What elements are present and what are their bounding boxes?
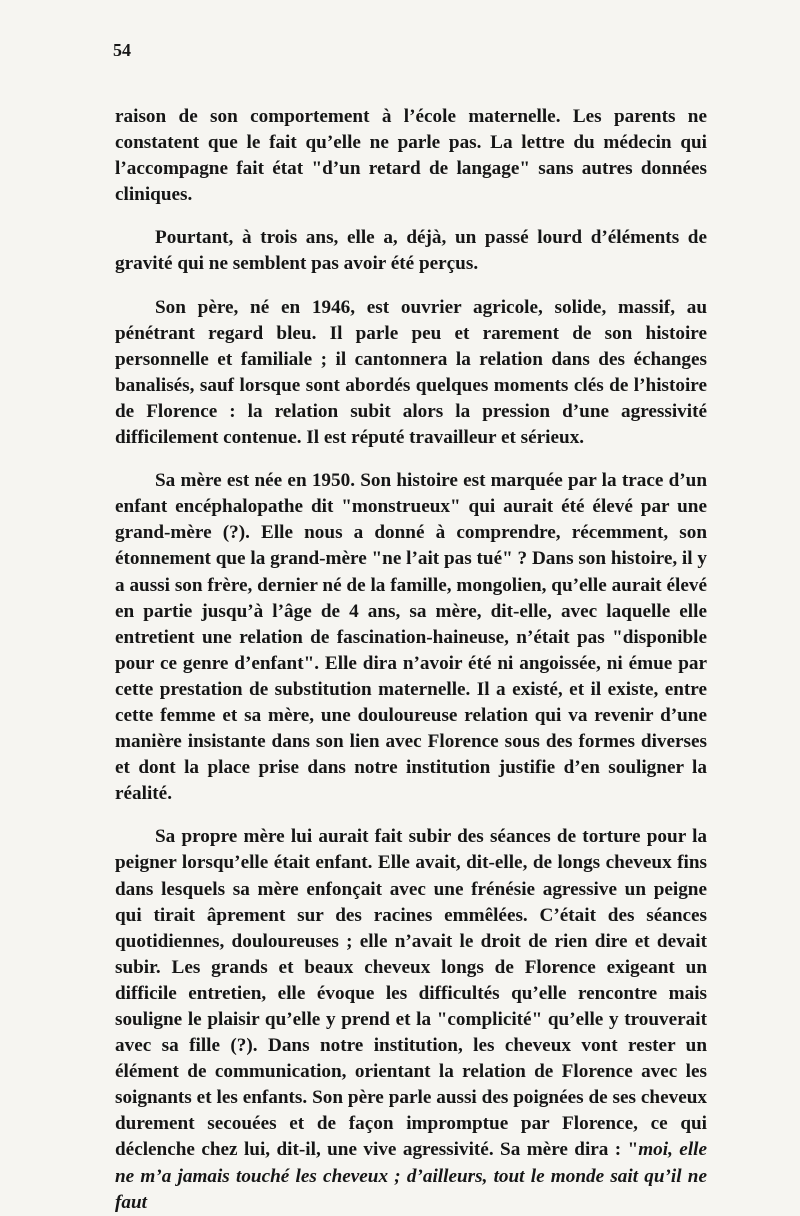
paragraph-2: Pourtant, à trois ans, elle a, déjà, un passé lourd d’éléments de gravité qui ne semblent pas avoir été perçus. (115, 227, 707, 275)
paragraph-5-italic-quote: moi, elle ne m’a jamais touché les cheveux ; d’ailleurs, tout le monde sait qu’il ne faut (115, 1139, 707, 1213)
paragraph-4: Sa mère est née en 1950. Son histoire est marquée par la trace d’un enfant encéphalopathe dit "monstrueux" qui aurait été élevé par une grand-mère (?). Elle nous a donné à comprendre, récemment, son étonnement que la grand-mère "ne l’ait pas tué" ? Dans son histoire, il y a aussi son frère, dernier né de la famille, mongolien, qu’elle aurait élevé en partie jusqu’à l’âge de 4 ans, sa mère, dit-elle, avec laquelle elle entretient une relation de fascination-haineuse, n’était pas "disponible pour ce genre d’enfant". Elle dira n’avoir été ni angoissée, ni émue par cette prestation de substitution maternelle. Il a existé, et il existe, entre cette femme et sa mère, une douloureuse relation qui va revenir d’une manière insistante dans son lien avec Florence sous des formes diverses et dont la place prise dans notre institution justifie d’en souligner la réalité. (115, 470, 707, 805)
paragraph-5-text: Sa propre mère lui aurait fait subir des séances de torture pour la peigner lorsqu’elle était enfant. Elle avait, dit-elle, de longs cheveux fins dans lesquels sa mère enfonçait avec une frénésie agressive un peigne qui tirait âprement sur des racines emmêlées. C’était des séances quotidiennes, douloureuses ; elle n’avait le droit de rien dire et devait subir. Les grands et beaux cheveux longs de Florence exigeant un difficile entretien, elle évoque les difficultés qu’elle rencontre mais souligne le plaisir qu’elle y prend et la "complicité" qu’elle y trouverait avec sa fille (?). Dans notre institution, les cheveux vont rester un élément de communication, orientant la relation de Florence avec les soignants et les enfants. Son père parle aussi des poignées de ses cheveux durement secouées et de façon impromptue par Florence, ce qui déclenche chez lui, dit-il, une vive agressivité. Sa mère dira : " (115, 826, 707, 1161)
body-text (115, 104, 707, 1216)
paragraph-3: Son père, né en 1946, est ouvrier agricole, solide, massif, au pénétrant regard bleu. Il parle peu et rarement de son histoire personnelle et familiale ; il cantonnera la relation dans des échanges banalisés, sauf lorsque sont abordés quelques moments clés de l’histoire de Florence : la relation subit alors la pression d’une agressivité difficilement contenue. Il est réputé travailleur et sérieux. (115, 296, 707, 449)
paragraph-5 (115, 824, 707, 1215)
page-number: 54 (113, 40, 131, 60)
paragraph-1: raison de son comportement à l’école maternelle. Les parents ne constatent que le fait qu’elle ne parle pas. La lettre du médecin qui l’accompagne fait état "d’un retard de langage" sans autres données cliniques. (115, 106, 707, 206)
